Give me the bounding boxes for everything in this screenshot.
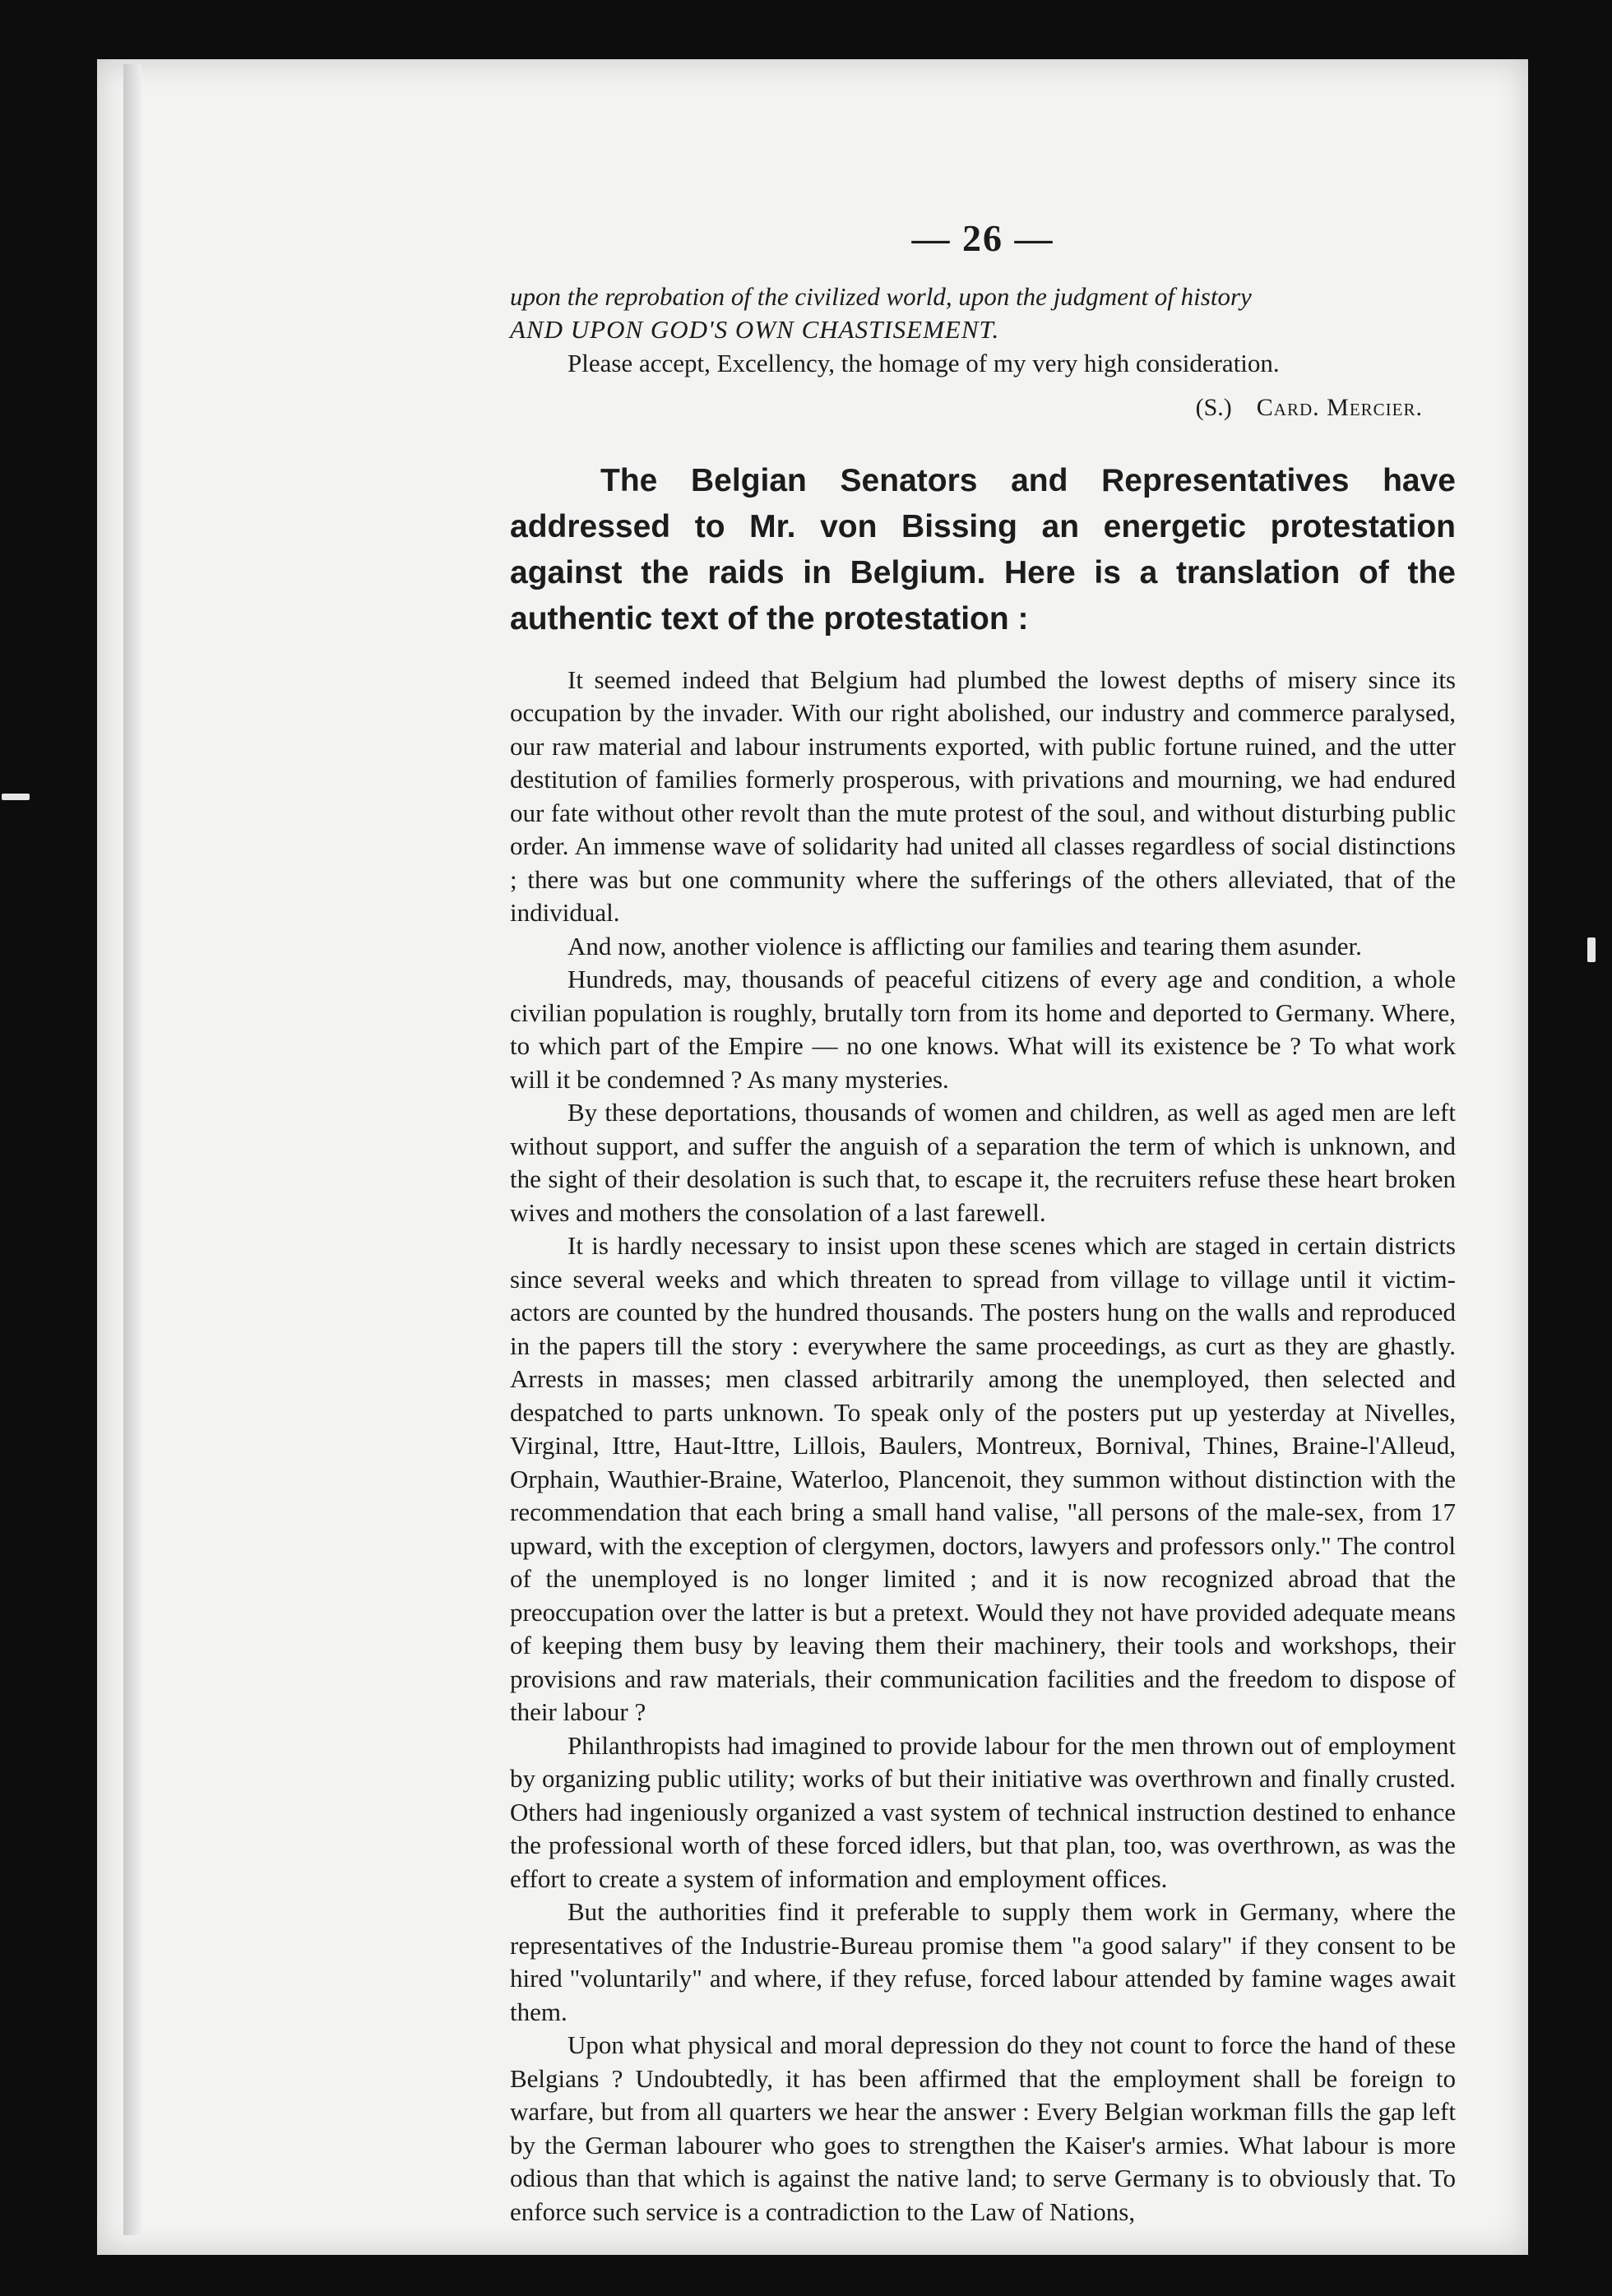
continuation-text: upon the reprobation of the civilized world, upon the judgment of history (510, 281, 1252, 311)
signature-prefix: (S.) (1195, 394, 1232, 421)
body-paragraph: And now, another violence is afflicting our families and tearing them asunder. (567, 931, 1362, 961)
signature-name: Card. Mercier. (1256, 394, 1423, 421)
scan-edge-mark (1587, 937, 1596, 962)
letter-continuation (510, 280, 1456, 347)
body-paragraph: It is hardly necessary to insist upon these scenes which are staged in certain districts since several weeks and which threaten to spread from village to village until it victim-actors are counted by the hundred thousands. The posters hung on the walls and reproduced in the papers till the story : everywhere the same proceedings, as curt as they are ghastly. Arrests in masses; men classed arbitrarily among the unemployed, then selected and despatched to parts unknown. To speak only of the posters put up yesterday at Nivelles, Virginal, Ittre, Haut-Ittre, Lillois, Baulers, Montreux, Bornival, Thines, Braine-l'Alleud, Orphain, Wauthier-Braine, Waterloo, Plancenoit, they summon without distinction with the recommendation that each bring a small hand valise, "all persons of the male-sex, from 17 upward, with the exception of clergymen, doctors, lawyers and professors only." The control of the unemployed is no longer limited ; and it is now recognized abroad that the preoccupation over the latter is but a pretext. Would they not have provided adequate means of keeping them busy by leaving them their machinery, their tools and workshops, their provisions and raw materials, their communication facilities and the freedom to dispose of their labour ? (510, 1231, 1456, 1726)
continuation-caps: AND UPON GOD'S OWN CHASTISEMENT. (510, 315, 1000, 344)
section-heading: The Belgian Senators and Representatives have addressed to Mr. von Bissing an energetic protestation against the raids in Belgium. Here is a translation of the authentic text of the protestation : (510, 462, 1456, 636)
letter-signature (510, 391, 1423, 425)
page-number: — 26 — (911, 217, 1054, 259)
letter-closing: Please accept, Excellency, the homage of my very high consideration. (567, 348, 1280, 377)
body-paragraph: Upon what physical and moral depression do they not count to force the hand of these Belgians ? Undoubtedly, it has been affirmed that the employment shall be foreign to warfare, but from all quarters we hear the answer : Every Belgian workman fills the gap left by the German labourer who goes to strengthen the Kaiser's armies. What labour is more odious than that which is against the native land; to serve Germany is to obviously that. To enforce such service is a contradiction to the Law of Nations, (510, 2030, 1456, 2226)
scan-edge-mark (2, 794, 30, 800)
body-paragraph: Philanthropists had imagined to provide labour for the men thrown out of employment by organizing public utility; works of but their initiative was overthrown and finally crusted. Others had ingeniously organized a vast system of technical instruction destined to enhance the professional worth of these forced idlers, but that plan, too, was overthrown, as was the effort to create a system of information and employment offices. (510, 1730, 1456, 1893)
body-paragraph: It seemed indeed that Belgium had plumbed the lowest depths of misery since its occupation by the invader. With our right abolished, our industry and commerce paralysed, our raw material and labour instruments exported, with public fortune ruined, and the utter destitution of families formerly prosperous, with privations and mourning, we had endured our fate without other revolt than the mute protest of the soul, and without disturbing public order. An immense wave of solidarity had united all classes regardless of social distinctions ; there was but one community where the sufferings of the others alleviated, that of the individual. (510, 664, 1456, 927)
body-paragraph: But the authorities find it preferable to supply them work in Germany, where the representatives of the Industrie-Bureau promise them "a good salary" if they consent to be hired "voluntarily" and where, if they refuse, forced labour attended by famine wages await them. (510, 1897, 1456, 2026)
page-binding-edge (123, 64, 141, 2235)
body-paragraph: By these deportations, thousands of women and children, as well as aged men are left without support, and suffer the anguish of a separation the term of which is unknown, and the sight of their desolation is such that, to escape it, the recruiters refuse these heart broken wives and mothers the consolation of a last farewell. (510, 1098, 1456, 1227)
body-paragraph: Hundreds, may, thousands of peaceful citizens of every age and condition, a whole civilian population is roughly, brutally torn from its home and deported to Germany. Where, to which part of the Empire — no one knows. What will its existence be ? To what work will it be condemned ? As many mysteries. (510, 965, 1456, 1094)
document-text (510, 217, 1456, 2229)
